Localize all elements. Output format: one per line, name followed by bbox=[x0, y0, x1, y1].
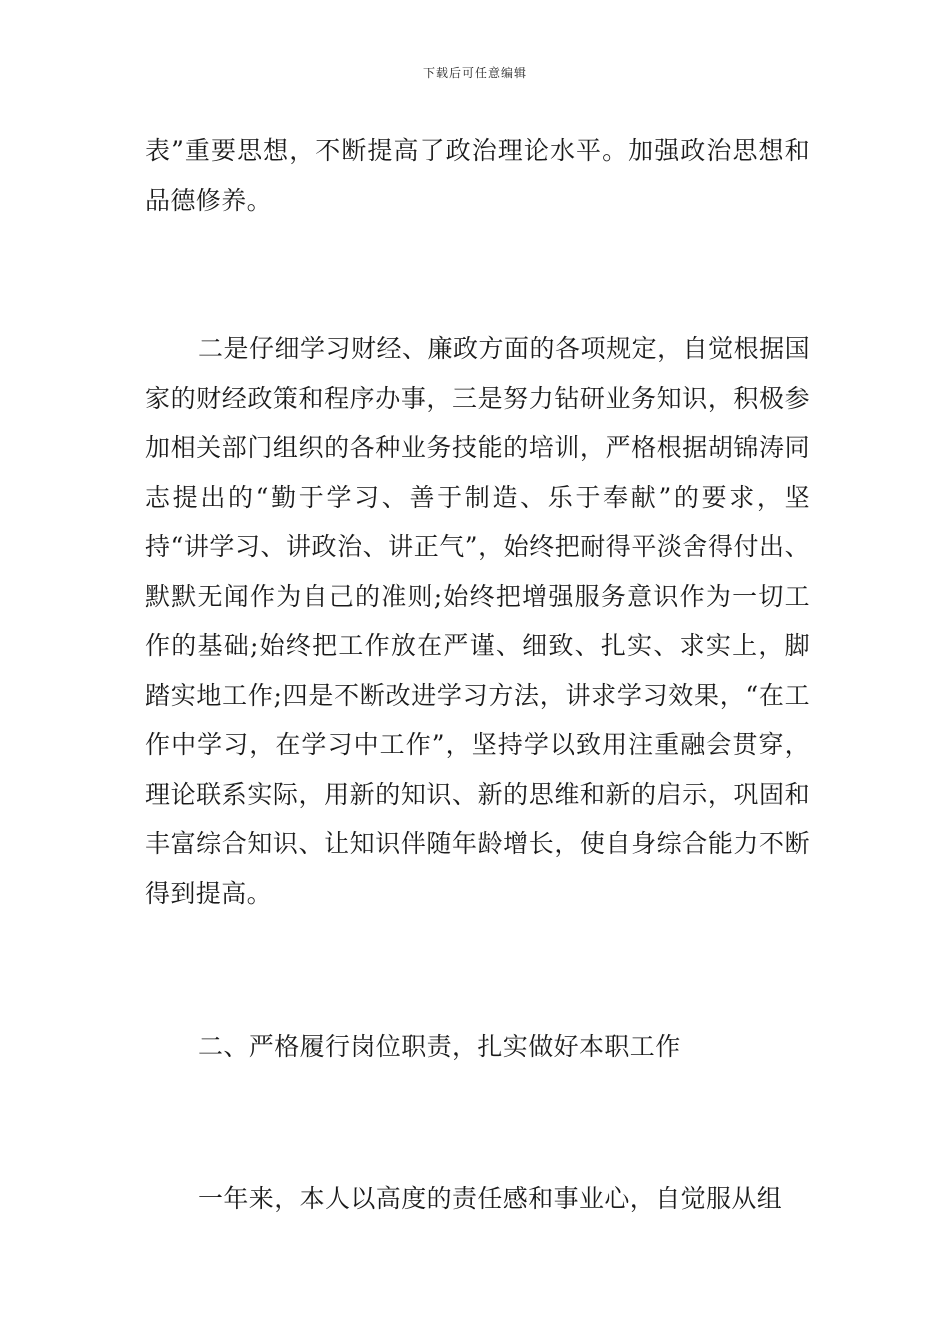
paragraph-intro: 表”重要思想，不断提高了政治理论水平。加强政治思想和品德修养。 bbox=[145, 136, 810, 215]
paragraph-year-summary: 一年来，本人以高度的责任感和事业心，自觉服从组 bbox=[198, 1184, 783, 1213]
paragraph-study-regulations: 二是仔细学习财经、廉政方面的各项规定，自觉根据国家的财经政策和程序办事，三是努力钻研业务知识，积极参加相关部门组织的各种业务技能的培训，严格根据胡锦涛同志提出的“勤于学习、善于制造、乐于奉献”的要求，坚持“讲学习、讲政治、讲正气”，始终把耐得平淡舍得付出、默默无闻作为自己的准则;始终把增强服务意识作为一切工作的基础;始终把工作放在严谨、细致、扎实、求实上，脚踏实地工作;四是不断改进学习方法，讲求学习效果，“在工作中学习，在学习中工作”，坚持学以致用注重融会贯穿，理论联系实际，用新的知识、新的思维和新的启示，巩固和丰富综合知识、让知识伴随年龄增长，使自身综合能力不断得到提高。 bbox=[145, 334, 810, 908]
section-heading: 二、严格履行岗位职责，扎实做好本职工作 bbox=[198, 1032, 681, 1061]
page-header-note: 下载后可任意编辑 bbox=[422, 66, 527, 80]
